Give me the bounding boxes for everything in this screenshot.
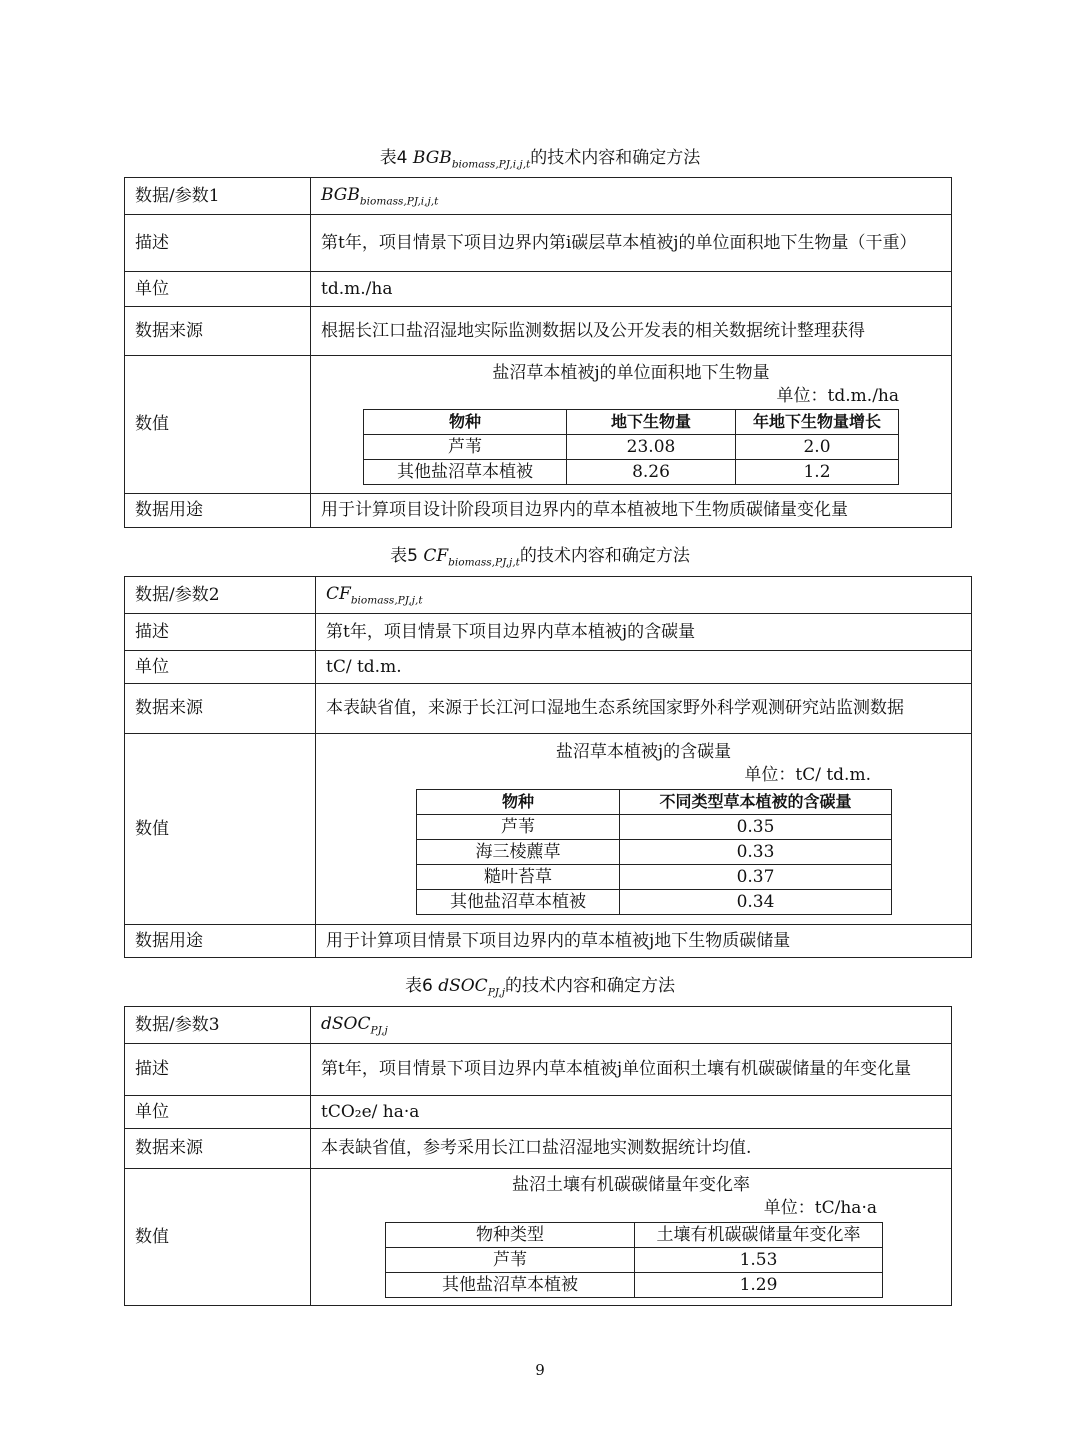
table4-caption [0, 143, 1080, 170]
param-symbol: dSOC$_{PJ,j}$ [311, 1007, 952, 1044]
caption-symbol: $BGB_{biomass,PJ,i,j,t}$ [412, 148, 531, 171]
table-row [417, 864, 892, 889]
species-cell: 芦苇 [417, 814, 620, 839]
species-cell: 芦苇 [386, 1247, 635, 1272]
species-cell: 海三棱藨草 [417, 839, 620, 864]
inner-header: 地下生物量 [567, 410, 736, 435]
desc-label: 描述 [125, 215, 311, 272]
source-value: 本表缺省值，来源于长江河口湿地生态系统国家野外科学观测研究站监测数据 [316, 684, 972, 734]
caption-suffix: 的技术内容和确定方法 [530, 148, 701, 168]
param-symbol: $BGB_{biomass,PJ,i,j,t}$ [311, 178, 952, 215]
table-row [364, 435, 899, 460]
table-row [417, 839, 892, 864]
inner-header: 土壤有机碳碳储量年变化率 [635, 1222, 883, 1247]
value-cell: 1.29 [635, 1272, 883, 1297]
desc-value: 第t年，项目情景下项目边界内草本植被j的含碳量 [316, 614, 972, 651]
desc-value: 第t年，项目情景下项目边界内第i碳层草本植被j的单位面积地下生物量（干重） [311, 215, 952, 272]
inner-table [385, 1222, 883, 1298]
param-label: 数据/参数3 [125, 1007, 311, 1044]
unit-label: 单位 [125, 1096, 311, 1129]
source-label: 数据来源 [125, 1129, 311, 1169]
desc-label: 描述 [125, 614, 316, 651]
use-value: 用于计算项目情景下项目边界内的草本植被j地下生物质碳储量 [316, 925, 972, 958]
value-cell: 23.08 [567, 435, 736, 460]
table-row [386, 1247, 883, 1272]
inner-unit: 单位：tC/ha·a [763, 1198, 877, 1218]
value-label: 数值 [125, 734, 316, 925]
inner-unit: 单位：tC/ td.m. [744, 765, 871, 785]
inner-unit: 单位：td.m./ha [776, 385, 899, 406]
species-cell: 芦苇 [364, 435, 567, 460]
inner-header: 年地下生物量增长 [736, 410, 899, 435]
source-value: 本表缺省值，参考采用长江口盐沼湿地实测数据统计均值. [311, 1129, 952, 1169]
inner-header-row [417, 789, 892, 814]
desc-label: 描述 [125, 1044, 311, 1096]
value-cell: 0.37 [620, 864, 892, 889]
table6 [124, 1006, 952, 1306]
inner-header: 不同类型草本植被的含碳量 [620, 789, 892, 814]
desc-value: 第t年，项目情景下项目边界内草本植被j单位面积土壤有机碳碳储量的年变化量 [311, 1044, 952, 1096]
value-cell: 1.53 [635, 1247, 883, 1272]
caption-suffix: 的技术内容和确定方法 [519, 546, 690, 566]
use-value: 用于计算项目设计阶段项目边界内的草本植被地下生物质碳储量变化量 [311, 494, 952, 528]
value-cell: 0.35 [620, 814, 892, 839]
value-cell: 0.34 [620, 889, 892, 914]
value-cell: 8.26 [567, 460, 736, 485]
inner-table [363, 409, 899, 485]
value-cell: 1.2 [736, 460, 899, 485]
inner-header-row [386, 1222, 883, 1247]
value-cell [316, 734, 972, 925]
caption-prefix: 表4 [379, 148, 408, 168]
value-cell: 2.0 [736, 435, 899, 460]
source-value: 根据长江口盐沼湿地实际监测数据以及公开发表的相关数据统计整理获得 [311, 307, 952, 356]
species-cell: 其他盐沼草本植被 [386, 1272, 635, 1297]
param-label: 数据/参数1 [125, 178, 311, 215]
value-cell [311, 356, 952, 494]
value-label: 数值 [125, 1169, 311, 1306]
use-label: 数据用途 [125, 925, 316, 958]
table4 [124, 177, 952, 528]
table-row [417, 814, 892, 839]
inner-table [416, 789, 892, 915]
value-cell: 0.33 [620, 839, 892, 864]
species-cell: 其他盐沼草本植被 [364, 460, 567, 485]
table-row [417, 889, 892, 914]
inner-title: 盐沼土壤有机碳碳储量年变化率 [512, 1175, 750, 1196]
source-label: 数据来源 [125, 307, 311, 356]
inner-title: 盐沼草本植被j的含碳量 [555, 742, 732, 763]
use-label: 数据用途 [125, 494, 311, 528]
unit-label: 单位 [125, 272, 311, 307]
table5 [124, 576, 972, 958]
unit-value: tCO₂e/ ha·a [311, 1096, 952, 1129]
unit-label: 单位 [125, 651, 316, 684]
table6-caption [0, 971, 1080, 998]
caption-suffix: 的技术内容和确定方法 [505, 976, 676, 996]
table-row [386, 1272, 883, 1297]
inner-header: 物种 [417, 789, 620, 814]
value-cell [311, 1169, 952, 1306]
inner-header: 物种 [364, 410, 567, 435]
page-number: 9 [535, 1361, 545, 1379]
value-label: 数值 [125, 356, 311, 494]
table-row [364, 460, 899, 485]
inner-header-row [364, 410, 899, 435]
unit-value: tC/ td.m. [316, 651, 972, 684]
caption-symbol: dSOC$_{PJ,j}$ [438, 976, 506, 999]
source-label: 数据来源 [125, 684, 316, 734]
caption-prefix: 表5 [390, 546, 418, 566]
table5-caption [0, 541, 1080, 568]
caption-prefix: 表6 [404, 976, 433, 996]
species-cell: 其他盐沼草本植被 [417, 889, 620, 914]
species-cell: 糙叶苔草 [417, 864, 620, 889]
param-symbol: $CF_{biomass,PJ,j,t}$ [316, 577, 972, 614]
inner-title: 盐沼草本植被j的单位面积地下生物量 [492, 362, 770, 383]
unit-value: td.m./ha [311, 272, 952, 307]
caption-symbol: $CF_{biomass,PJ,j,t}$ [423, 546, 520, 569]
inner-header: 物种类型 [386, 1222, 635, 1247]
param-label: 数据/参数2 [125, 577, 316, 614]
